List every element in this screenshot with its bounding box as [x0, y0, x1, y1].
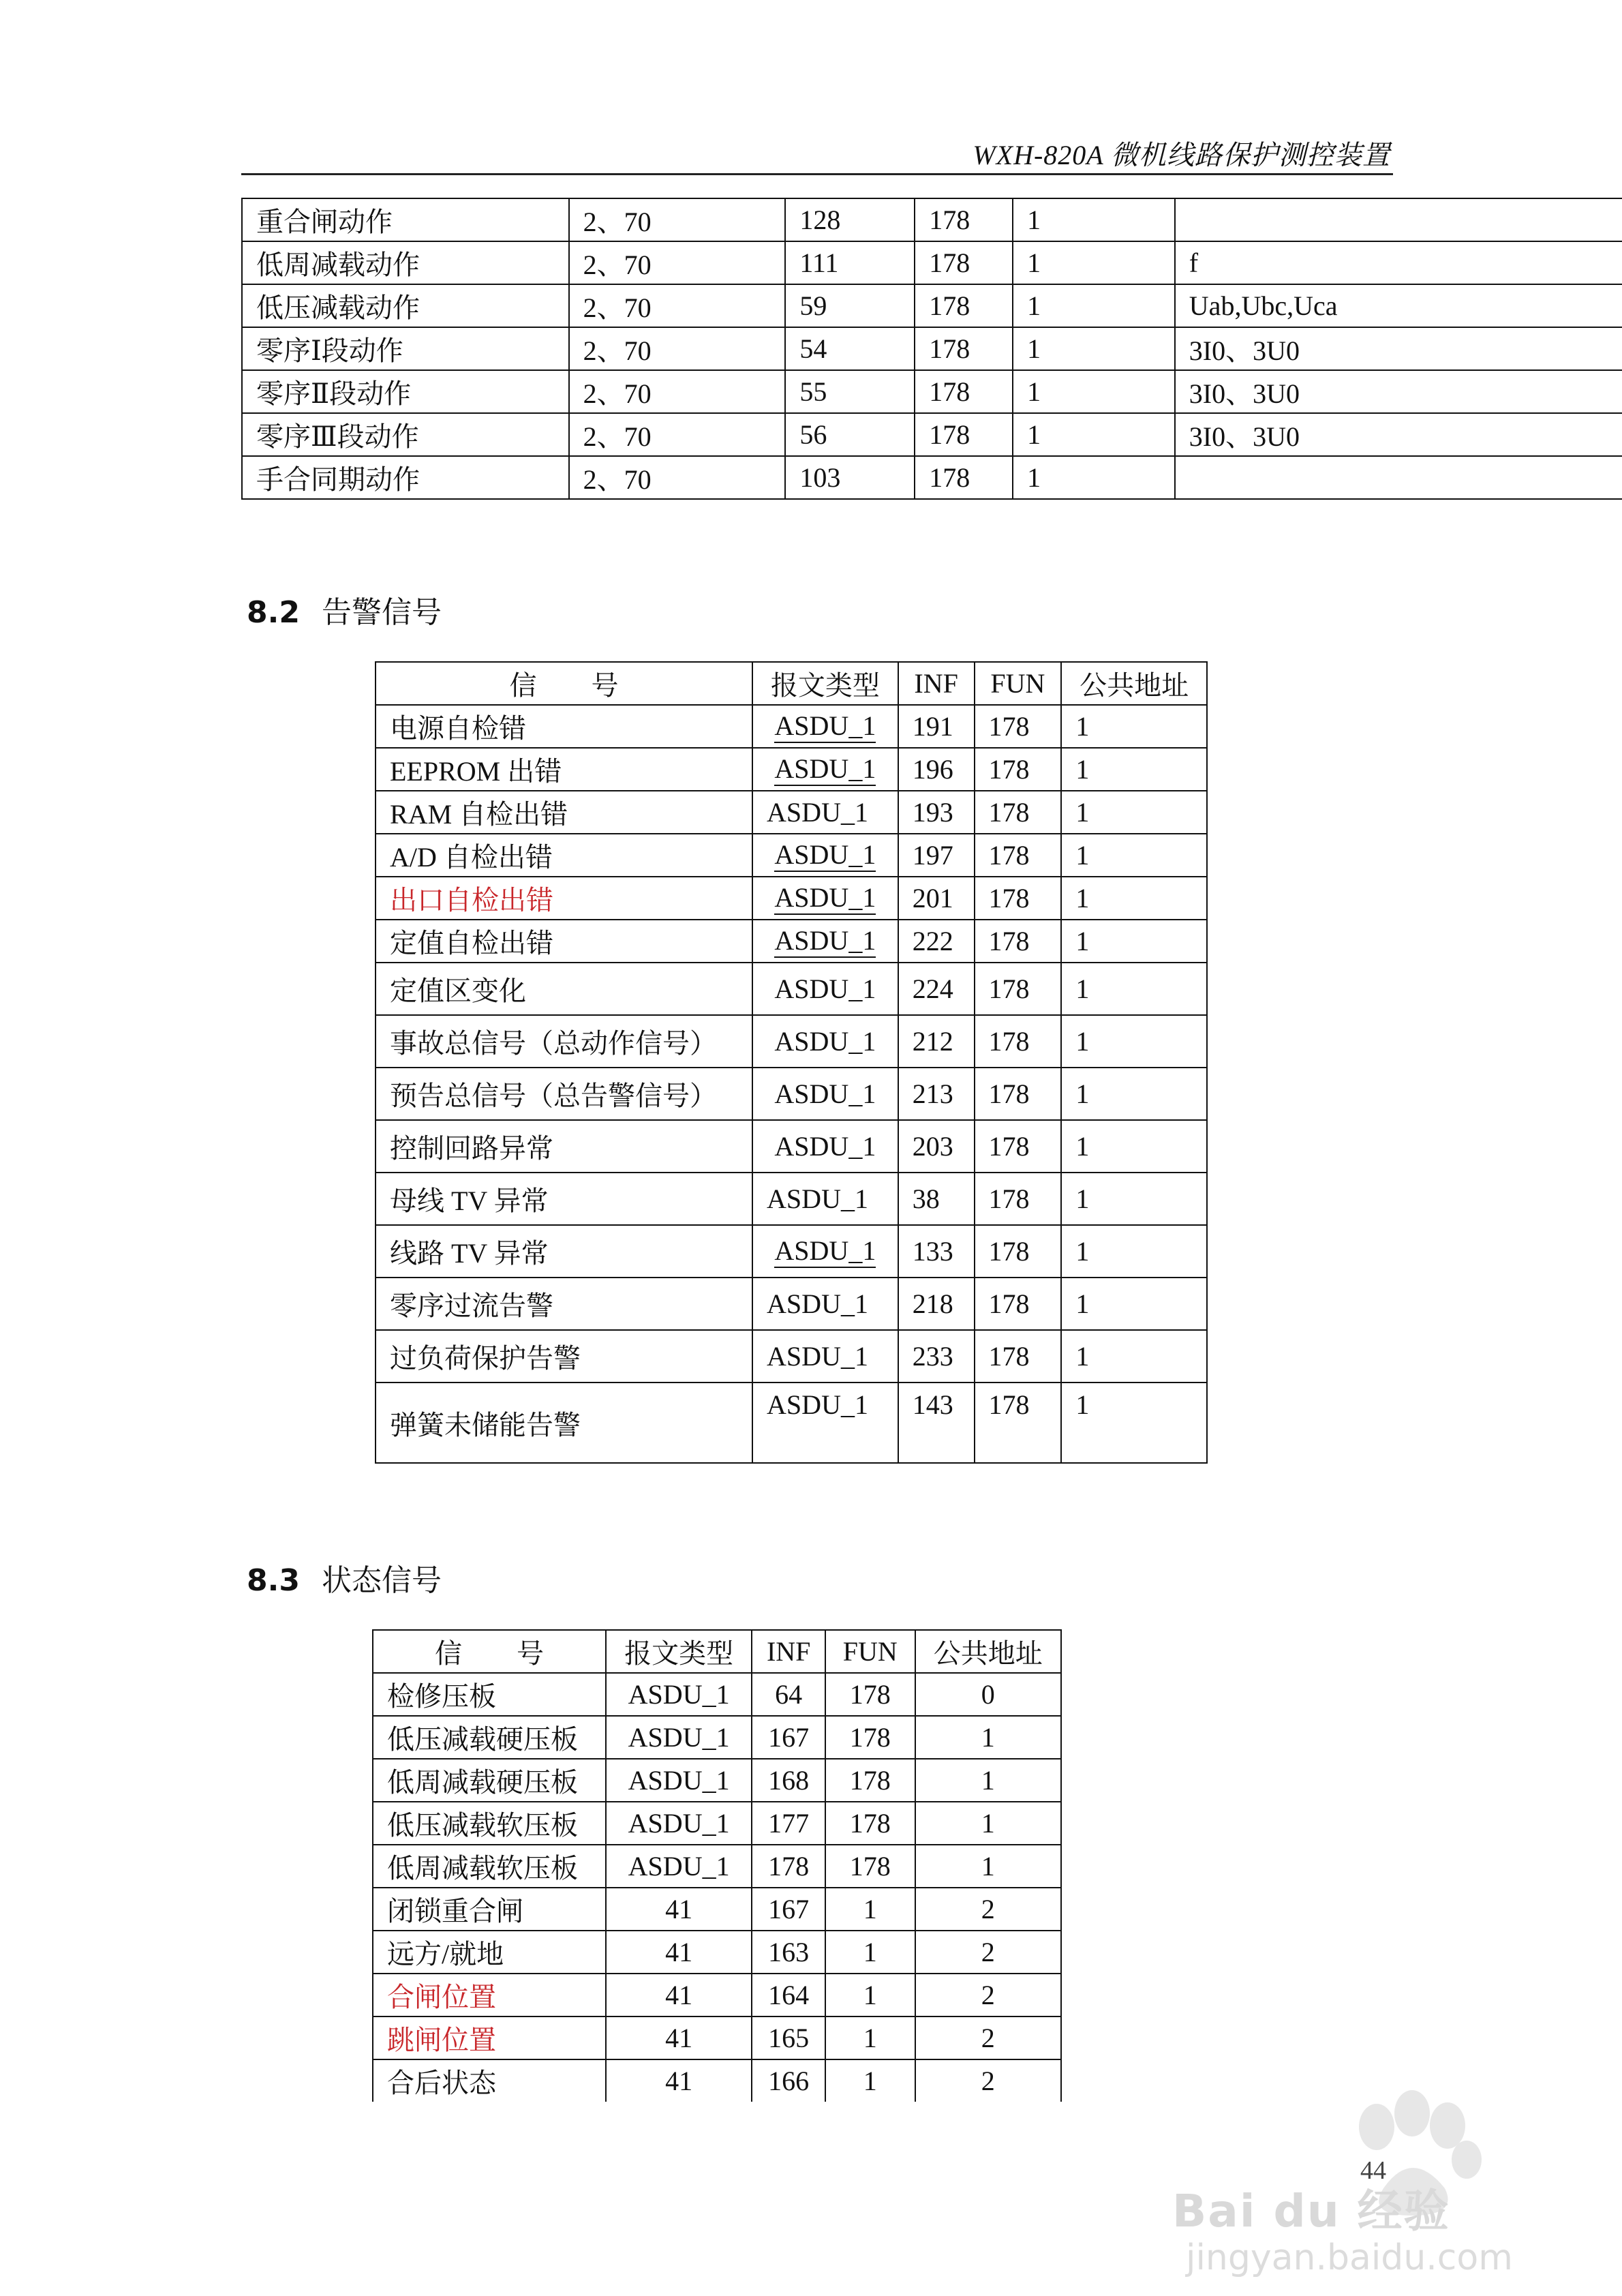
table-row	[373, 1673, 1061, 1716]
common-address: 1	[1061, 920, 1207, 963]
watermark-brand: Bai du 经验	[1172, 2185, 1450, 2237]
header-divider	[241, 173, 1393, 175]
common-address: 1	[915, 1759, 1061, 1802]
signal-name: 低压减载动作	[242, 284, 569, 327]
common-address: 1	[1013, 456, 1175, 499]
table-row	[376, 834, 1207, 877]
column-header-common-address: 公共地址	[1061, 662, 1207, 705]
message-type: 2、70	[569, 456, 786, 499]
common-address: 1	[1013, 370, 1175, 413]
signal-name: 手合同期动作	[242, 456, 569, 499]
status-signals-table	[372, 1629, 1062, 2102]
inf-value: 59	[785, 284, 915, 327]
watermark-url: jingyan.baidu.com	[1186, 2237, 1513, 2278]
message-type: ASDU_1	[606, 1716, 752, 1759]
fun-value: 178	[915, 456, 1013, 499]
signal-name: 母线 TV 异常	[376, 1173, 752, 1225]
fun-value: 178	[825, 1845, 915, 1888]
fun-value: 1	[825, 1888, 915, 1931]
inf-value: 133	[898, 1225, 975, 1278]
fun-value: 178	[975, 705, 1062, 748]
table-row	[376, 920, 1207, 963]
message-type: 2、70	[569, 413, 786, 456]
table-row	[373, 1974, 1061, 2016]
signal-name-highlighted: 合闸位置	[373, 1974, 606, 2016]
column-header-common-address: 公共地址	[915, 1630, 1061, 1673]
inf-value: 103	[785, 456, 915, 499]
column-header-message-type: 报文类型	[752, 662, 898, 705]
inf-value: 201	[898, 877, 975, 920]
measurement: Uab,Ubc,Uca	[1175, 284, 1622, 327]
fun-value: 178	[975, 1015, 1062, 1068]
signal-name: 合后状态	[373, 2059, 606, 2102]
signal-name: 零序Ⅲ段动作	[242, 413, 569, 456]
signal-name: 过负荷保护告警	[376, 1330, 752, 1383]
common-address: 1	[1013, 327, 1175, 370]
common-address: 1	[1061, 1383, 1207, 1463]
table-row	[376, 1015, 1207, 1068]
measurement	[1175, 456, 1622, 499]
common-address: 1	[1013, 241, 1175, 284]
table-row	[376, 1278, 1207, 1330]
inf-value: 165	[752, 2016, 825, 2059]
fun-value: 178	[975, 791, 1062, 834]
inf-value: 64	[752, 1673, 825, 1716]
message-type: ASDU_1	[774, 925, 876, 958]
measurement: 3I0、3U0	[1175, 370, 1622, 413]
inf-value: 111	[785, 241, 915, 284]
signal-name: 控制回路异常	[376, 1120, 752, 1173]
common-address: 1	[1061, 963, 1207, 1015]
message-type: ASDU_1	[606, 1845, 752, 1888]
message-type: ASDU_1	[606, 1759, 752, 1802]
common-address: 1	[1061, 1225, 1207, 1278]
signal-name: 定值区变化	[376, 963, 752, 1015]
message-type: ASDU_1	[752, 963, 898, 1015]
common-address: 1	[1013, 284, 1175, 327]
fun-value: 178	[915, 327, 1013, 370]
table-row	[373, 1845, 1061, 1888]
signal-name: 零序Ⅰ段动作	[242, 327, 569, 370]
column-header-inf: INF	[898, 662, 975, 705]
inf-value: 167	[752, 1716, 825, 1759]
fun-value: 178	[915, 284, 1013, 327]
inf-value: 193	[898, 791, 975, 834]
table-row	[373, 1888, 1061, 1931]
section-heading-alarm	[247, 588, 442, 631]
common-address: 2	[915, 1931, 1061, 1974]
column-header-signal: 信 号	[373, 1630, 606, 1673]
signal-name: 零序过流告警	[376, 1278, 752, 1330]
inf-value: 38	[898, 1173, 975, 1225]
common-address: 1	[1061, 748, 1207, 791]
column-header-inf: INF	[752, 1630, 825, 1673]
common-address: 2	[915, 1888, 1061, 1931]
signal-name: RAM 自检出错	[376, 791, 752, 834]
signal-name: 远方/就地	[373, 1931, 606, 1974]
inf-value: 213	[898, 1068, 975, 1120]
fun-value: 178	[915, 241, 1013, 284]
table-row	[242, 370, 1622, 413]
table-row	[376, 1068, 1207, 1120]
common-address: 1	[1061, 1173, 1207, 1225]
message-type: ASDU_1	[752, 1068, 898, 1120]
table-row	[376, 1173, 1207, 1225]
common-address: 2	[915, 2059, 1061, 2102]
fun-value: 178	[975, 963, 1062, 1015]
inf-value: 55	[785, 370, 915, 413]
message-type: ASDU_1	[752, 1330, 898, 1383]
common-address: 1	[1013, 413, 1175, 456]
message-type: 2、70	[569, 198, 786, 241]
section-title: 状态信号	[322, 1563, 442, 1598]
fun-value: 178	[975, 1173, 1062, 1225]
table-row	[242, 413, 1622, 456]
signal-name: 线路 TV 异常	[376, 1225, 752, 1278]
table-row	[376, 1383, 1207, 1463]
common-address: 1	[915, 1845, 1061, 1888]
fun-value: 178	[975, 920, 1062, 963]
fun-value: 1	[825, 1931, 915, 1974]
signal-name: A/D 自检出错	[376, 834, 752, 877]
common-address: 2	[915, 1974, 1061, 2016]
table-row	[373, 2059, 1061, 2102]
fun-value: 178	[825, 1802, 915, 1845]
signal-name: 预告总信号（总告警信号）	[376, 1068, 752, 1120]
signal-name: 低周减载动作	[242, 241, 569, 284]
table-row	[373, 1716, 1061, 1759]
common-address: 1	[1061, 1120, 1207, 1173]
message-type: 2、70	[569, 241, 786, 284]
column-header-message-type: 报文类型	[606, 1630, 752, 1673]
inf-value: 178	[752, 1845, 825, 1888]
table-row	[376, 877, 1207, 920]
page-number: 44	[1360, 2156, 1386, 2185]
signal-name: 重合闸动作	[242, 198, 569, 241]
fun-value: 178	[975, 1330, 1062, 1383]
fun-value: 1	[825, 2016, 915, 2059]
common-address: 1	[1061, 791, 1207, 834]
signal-name: 零序Ⅱ段动作	[242, 370, 569, 413]
signal-name: 低周减载硬压板	[373, 1759, 606, 1802]
signal-name: 低周减载软压板	[373, 1845, 606, 1888]
section-number: 8.2	[247, 595, 300, 630]
common-address: 1	[1061, 1015, 1207, 1068]
fun-value: 178	[975, 1278, 1062, 1330]
common-address: 1	[915, 1802, 1061, 1845]
common-address: 0	[915, 1673, 1061, 1716]
signal-name-highlighted: 跳闸位置	[373, 2016, 606, 2059]
message-type: ASDU_1	[774, 753, 876, 786]
inf-value: 222	[898, 920, 975, 963]
fun-value: 178	[975, 1068, 1062, 1120]
message-type: ASDU_1	[752, 1278, 898, 1330]
message-type: ASDU_1	[752, 791, 898, 834]
message-type: ASDU_1	[774, 710, 876, 743]
inf-value: 143	[898, 1383, 975, 1463]
inf-value: 191	[898, 705, 975, 748]
signal-name: 闭锁重合闸	[373, 1888, 606, 1931]
message-type: ASDU_1	[752, 1120, 898, 1173]
message-type: ASDU_1	[774, 839, 876, 872]
table-row	[373, 1802, 1061, 1845]
inf-value: 203	[898, 1120, 975, 1173]
inf-value: 164	[752, 1974, 825, 2016]
table-row	[376, 1120, 1207, 1173]
signal-name: 检修压板	[373, 1673, 606, 1716]
table-row	[376, 748, 1207, 791]
fun-value: 178	[825, 1716, 915, 1759]
message-type: 2、70	[569, 327, 786, 370]
fun-value: 1	[825, 2059, 915, 2102]
fun-value: 178	[825, 1759, 915, 1802]
table-row	[376, 963, 1207, 1015]
message-type: 41	[606, 2016, 752, 2059]
section-heading-status	[247, 1556, 442, 1599]
section-title: 告警信号	[322, 595, 442, 630]
table-row	[242, 241, 1622, 284]
inf-value: 233	[898, 1330, 975, 1383]
signal-name: EEPROM 出错	[376, 748, 752, 791]
message-type: 41	[606, 2059, 752, 2102]
inf-value: 224	[898, 963, 975, 1015]
document-header-title: WXH-820A 微机线路保护测控装置	[973, 140, 1390, 170]
column-header-signal: 信 号	[376, 662, 752, 705]
inf-value: 177	[752, 1802, 825, 1845]
common-address: 1	[1061, 1068, 1207, 1120]
inf-value: 212	[898, 1015, 975, 1068]
inf-value: 196	[898, 748, 975, 791]
message-type: ASDU_1	[752, 1173, 898, 1225]
message-type: 41	[606, 1888, 752, 1931]
fun-value: 178	[975, 1120, 1062, 1173]
fun-value: 178	[915, 413, 1013, 456]
common-address: 1	[1061, 834, 1207, 877]
section-number: 8.3	[247, 1563, 300, 1598]
common-address: 1	[915, 1716, 1061, 1759]
inf-value: 128	[785, 198, 915, 241]
fun-value: 178	[915, 370, 1013, 413]
column-header-fun: FUN	[975, 662, 1062, 705]
message-type: ASDU_1	[752, 1383, 898, 1463]
measurement: 3I0、3U0	[1175, 327, 1622, 370]
fun-value: 178	[915, 198, 1013, 241]
common-address: 1	[1061, 1330, 1207, 1383]
action-signals-table	[241, 198, 1622, 500]
message-type: 41	[606, 1931, 752, 1974]
common-address: 1	[1061, 1278, 1207, 1330]
common-address: 1	[1061, 877, 1207, 920]
common-address: 1	[1013, 198, 1175, 241]
message-type: ASDU_1	[606, 1802, 752, 1845]
inf-value: 54	[785, 327, 915, 370]
message-type: 2、70	[569, 284, 786, 327]
inf-value: 166	[752, 2059, 825, 2102]
measurement: f	[1175, 241, 1622, 284]
common-address: 1	[1061, 705, 1207, 748]
signal-name: 定值自检出错	[376, 920, 752, 963]
measurement: 3I0、3U0	[1175, 413, 1622, 456]
table-row	[373, 1931, 1061, 1974]
message-type: 41	[606, 1974, 752, 2016]
table-row	[242, 198, 1622, 241]
signal-name: 低压减载软压板	[373, 1802, 606, 1845]
table-row	[376, 791, 1207, 834]
message-type: ASDU_1	[774, 882, 876, 915]
inf-value: 197	[898, 834, 975, 877]
signal-name: 电源自检错	[376, 705, 752, 748]
inf-value: 163	[752, 1931, 825, 1974]
column-header-fun: FUN	[825, 1630, 915, 1673]
table-header-row	[373, 1630, 1061, 1673]
message-type: 2、70	[569, 370, 786, 413]
table-header-row	[376, 662, 1207, 705]
table-row	[242, 456, 1622, 499]
table-row	[373, 2016, 1061, 2059]
fun-value: 178	[825, 1673, 915, 1716]
table-row	[376, 1225, 1207, 1278]
table-row	[242, 327, 1622, 370]
fun-value: 178	[975, 1225, 1062, 1278]
inf-value: 168	[752, 1759, 825, 1802]
table-row	[376, 1330, 1207, 1383]
table-row	[376, 705, 1207, 748]
signal-name-highlighted: 出口自检出错	[376, 877, 752, 920]
inf-value: 218	[898, 1278, 975, 1330]
fun-value: 178	[975, 748, 1062, 791]
fun-value: 1	[825, 1974, 915, 2016]
alarm-signals-table	[375, 661, 1208, 1464]
table-row	[242, 284, 1622, 327]
signal-name: 弹簧未储能告警	[376, 1383, 752, 1463]
message-type: ASDU_1	[606, 1673, 752, 1716]
table-row	[373, 1759, 1061, 1802]
fun-value: 178	[975, 877, 1062, 920]
message-type: ASDU_1	[774, 1235, 876, 1268]
inf-value: 167	[752, 1888, 825, 1931]
signal-name: 事故总信号（总动作信号）	[376, 1015, 752, 1068]
signal-name: 低压减载硬压板	[373, 1716, 606, 1759]
common-address: 2	[915, 2016, 1061, 2059]
fun-value: 178	[975, 1383, 1062, 1463]
measurement	[1175, 198, 1622, 241]
inf-value: 56	[785, 413, 915, 456]
fun-value: 178	[975, 834, 1062, 877]
message-type: ASDU_1	[752, 1015, 898, 1068]
